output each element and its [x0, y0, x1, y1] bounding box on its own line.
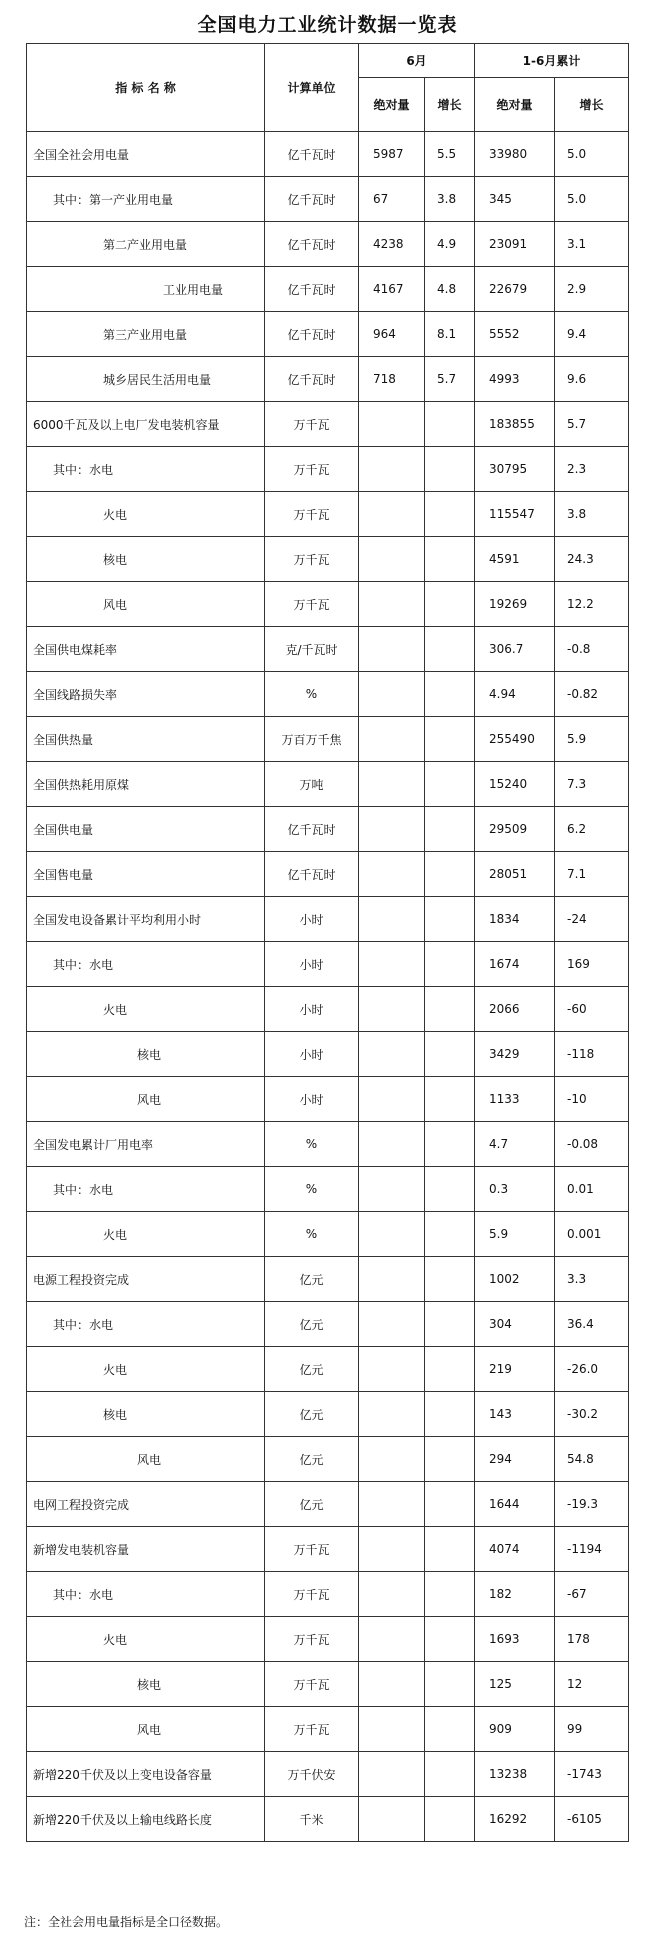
row-ytd-abs: 1644 — [475, 1482, 555, 1527]
row-ytd-abs: 4993 — [475, 357, 555, 402]
row-name: 其中：水电 — [27, 447, 265, 492]
row-name: 全国供电量 — [27, 807, 265, 852]
row-june-abs: 964 — [359, 312, 425, 357]
row-unit: 亿千瓦时 — [265, 177, 359, 222]
table-row — [27, 1617, 629, 1662]
row-name: 其中：水电 — [27, 1572, 265, 1617]
row-ytd-abs: 13238 — [475, 1752, 555, 1797]
row-name: 其中：第一产业用电量 — [27, 177, 265, 222]
table-row — [27, 1122, 629, 1167]
row-june-abs — [359, 1212, 425, 1257]
row-name: 第二产业用电量 — [27, 222, 265, 267]
row-ytd-growth: 12.2 — [555, 582, 629, 627]
table-row — [27, 357, 629, 402]
row-june-abs — [359, 1257, 425, 1302]
table-row — [27, 1482, 629, 1527]
row-unit: % — [265, 672, 359, 717]
row-ytd-abs: 19269 — [475, 582, 555, 627]
row-ytd-abs: 22679 — [475, 267, 555, 312]
row-ytd-growth: -0.82 — [555, 672, 629, 717]
row-unit: % — [265, 1212, 359, 1257]
row-unit: 万千瓦 — [265, 1527, 359, 1572]
row-june-abs — [359, 1437, 425, 1482]
row-ytd-abs: 29509 — [475, 807, 555, 852]
row-june-growth — [425, 1167, 475, 1212]
row-june-abs — [359, 1347, 425, 1392]
row-unit: 小时 — [265, 942, 359, 987]
row-june-growth — [425, 942, 475, 987]
row-june-growth — [425, 1257, 475, 1302]
row-ytd-growth: 24.3 — [555, 537, 629, 582]
row-ytd-growth: 3.3 — [555, 1257, 629, 1302]
row-june-growth: 4.9 — [425, 222, 475, 267]
row-ytd-growth: 5.0 — [555, 177, 629, 222]
table-row — [27, 1392, 629, 1437]
row-ytd-abs: 4591 — [475, 537, 555, 582]
row-june-abs — [359, 582, 425, 627]
row-name: 城乡居民生活用电量 — [27, 357, 265, 402]
row-june-growth — [425, 807, 475, 852]
row-june-abs — [359, 492, 425, 537]
row-name: 核电 — [27, 1032, 265, 1077]
row-ytd-abs: 115547 — [475, 492, 555, 537]
row-ytd-growth: 169 — [555, 942, 629, 987]
table-row — [27, 897, 629, 942]
row-unit: 小时 — [265, 987, 359, 1032]
row-ytd-abs: 30795 — [475, 447, 555, 492]
header-name: 指 标 名 称 — [27, 44, 265, 132]
row-june-abs — [359, 1392, 425, 1437]
row-june-growth — [425, 492, 475, 537]
row-june-abs — [359, 1752, 425, 1797]
header-ytd-abs: 绝对量 — [475, 78, 555, 132]
row-ytd-growth: 7.3 — [555, 762, 629, 807]
row-ytd-growth: 3.1 — [555, 222, 629, 267]
row-ytd-abs: 5.9 — [475, 1212, 555, 1257]
table-row — [27, 492, 629, 537]
row-ytd-growth: -0.08 — [555, 1122, 629, 1167]
row-ytd-abs: 219 — [475, 1347, 555, 1392]
row-name: 核电 — [27, 1662, 265, 1707]
row-unit: 亿千瓦时 — [265, 807, 359, 852]
row-june-growth: 5.7 — [425, 357, 475, 402]
table-row — [27, 627, 629, 672]
table-row — [27, 1257, 629, 1302]
row-june-growth: 8.1 — [425, 312, 475, 357]
row-name: 其中：水电 — [27, 942, 265, 987]
row-ytd-abs: 28051 — [475, 852, 555, 897]
row-name: 核电 — [27, 1392, 265, 1437]
row-june-growth — [425, 762, 475, 807]
row-ytd-abs: 345 — [475, 177, 555, 222]
table-row — [27, 717, 629, 762]
row-name: 火电 — [27, 492, 265, 537]
row-ytd-growth: -0.8 — [555, 627, 629, 672]
row-unit: 亿元 — [265, 1482, 359, 1527]
header-june-abs: 绝对量 — [359, 78, 425, 132]
table-row — [27, 942, 629, 987]
row-ytd-growth: 5.0 — [555, 132, 629, 177]
row-ytd-abs: 16292 — [475, 1797, 555, 1842]
row-name: 新增220千伏及以上变电设备容量 — [27, 1752, 265, 1797]
row-unit: 万千瓦 — [265, 537, 359, 582]
table-row — [27, 312, 629, 357]
row-name: 全国发电设备累计平均利用小时 — [27, 897, 265, 942]
row-ytd-abs: 255490 — [475, 717, 555, 762]
row-name: 全国售电量 — [27, 852, 265, 897]
row-unit: 亿千瓦时 — [265, 132, 359, 177]
row-june-growth — [425, 1752, 475, 1797]
row-ytd-growth: 99 — [555, 1707, 629, 1752]
row-june-abs — [359, 807, 425, 852]
row-ytd-growth: -19.3 — [555, 1482, 629, 1527]
row-ytd-abs: 1674 — [475, 942, 555, 987]
row-unit: 小时 — [265, 1077, 359, 1122]
row-june-growth: 4.8 — [425, 267, 475, 312]
row-ytd-growth: -67 — [555, 1572, 629, 1617]
row-unit: 万千瓦 — [265, 1617, 359, 1662]
row-june-abs — [359, 942, 425, 987]
row-unit: 亿千瓦时 — [265, 267, 359, 312]
row-name: 风电 — [27, 582, 265, 627]
table-row — [27, 987, 629, 1032]
row-name: 全国全社会用电量 — [27, 132, 265, 177]
row-june-growth — [425, 1302, 475, 1347]
row-june-growth — [425, 1212, 475, 1257]
row-unit: 亿元 — [265, 1257, 359, 1302]
row-name: 新增发电装机容量 — [27, 1527, 265, 1572]
table-row — [27, 1662, 629, 1707]
row-june-growth — [425, 402, 475, 447]
row-june-abs — [359, 1662, 425, 1707]
row-unit: 亿千瓦时 — [265, 222, 359, 267]
row-ytd-growth: 3.8 — [555, 492, 629, 537]
row-unit: 万千瓦 — [265, 492, 359, 537]
row-name: 火电 — [27, 1212, 265, 1257]
row-june-growth — [425, 627, 475, 672]
row-ytd-growth: -10 — [555, 1077, 629, 1122]
table-row — [27, 402, 629, 447]
row-ytd-abs: 306.7 — [475, 627, 555, 672]
row-unit: 万千瓦 — [265, 582, 359, 627]
row-ytd-growth: -60 — [555, 987, 629, 1032]
row-ytd-abs: 3429 — [475, 1032, 555, 1077]
row-ytd-abs: 5552 — [475, 312, 555, 357]
table-row — [27, 537, 629, 582]
table-row — [27, 132, 629, 177]
row-june-abs — [359, 1707, 425, 1752]
row-unit: 万千瓦 — [265, 1707, 359, 1752]
row-ytd-growth: 2.9 — [555, 267, 629, 312]
row-june-abs — [359, 1122, 425, 1167]
row-june-growth — [425, 987, 475, 1032]
table-row — [27, 222, 629, 267]
row-unit: 亿元 — [265, 1392, 359, 1437]
header-ytd: 1-6月累计 — [475, 44, 629, 78]
row-june-abs: 4167 — [359, 267, 425, 312]
row-name: 全国供热耗用原煤 — [27, 762, 265, 807]
row-june-abs: 718 — [359, 357, 425, 402]
row-name: 工业用电量 — [27, 267, 265, 312]
row-june-abs: 67 — [359, 177, 425, 222]
row-unit: 克/千瓦时 — [265, 627, 359, 672]
row-name: 其中：水电 — [27, 1302, 265, 1347]
row-ytd-growth: 5.9 — [555, 717, 629, 762]
row-june-abs — [359, 1077, 425, 1122]
row-unit: 亿千瓦时 — [265, 312, 359, 357]
row-ytd-abs: 0.3 — [475, 1167, 555, 1212]
row-unit: 万吨 — [265, 762, 359, 807]
page-title: 全国电力工业统计数据一览表 — [197, 14, 458, 36]
row-name: 火电 — [27, 1617, 265, 1662]
row-ytd-abs: 125 — [475, 1662, 555, 1707]
row-unit: 亿千瓦时 — [265, 357, 359, 402]
row-name: 全国供热量 — [27, 717, 265, 762]
header-june-growth: 增长 — [425, 78, 475, 132]
table-row — [27, 267, 629, 312]
row-ytd-abs: 33980 — [475, 132, 555, 177]
table-row — [27, 1797, 629, 1842]
row-name: 核电 — [27, 537, 265, 582]
row-name: 电源工程投资完成 — [27, 1257, 265, 1302]
table-row — [27, 1527, 629, 1572]
row-ytd-growth: -30.2 — [555, 1392, 629, 1437]
row-ytd-growth: 2.3 — [555, 447, 629, 492]
row-ytd-growth: 9.6 — [555, 357, 629, 402]
table-row — [27, 1437, 629, 1482]
row-ytd-growth: -1743 — [555, 1752, 629, 1797]
row-ytd-growth: 54.8 — [555, 1437, 629, 1482]
row-ytd-abs: 1693 — [475, 1617, 555, 1662]
row-ytd-abs: 4.7 — [475, 1122, 555, 1167]
row-name: 6000千瓦及以上电厂发电装机容量 — [27, 402, 265, 447]
header-unit: 计算单位 — [265, 44, 359, 132]
table-row — [27, 672, 629, 717]
table-row — [27, 1302, 629, 1347]
row-name: 第三产业用电量 — [27, 312, 265, 357]
row-name: 风电 — [27, 1707, 265, 1752]
row-unit: % — [265, 1167, 359, 1212]
row-ytd-abs: 23091 — [475, 222, 555, 267]
row-june-abs — [359, 762, 425, 807]
table-row — [27, 1212, 629, 1257]
row-june-growth: 3.8 — [425, 177, 475, 222]
row-ytd-abs: 182 — [475, 1572, 555, 1617]
row-ytd-growth: 6.2 — [555, 807, 629, 852]
row-ytd-abs: 1834 — [475, 897, 555, 942]
row-june-growth — [425, 897, 475, 942]
row-ytd-abs: 1133 — [475, 1077, 555, 1122]
row-name: 全国发电累计厂用电率 — [27, 1122, 265, 1167]
table-row — [27, 1572, 629, 1617]
row-unit: 万千瓦 — [265, 447, 359, 492]
row-june-abs — [359, 897, 425, 942]
statistics-table — [26, 43, 629, 1842]
row-unit: % — [265, 1122, 359, 1167]
table-row — [27, 1347, 629, 1392]
row-june-abs: 4238 — [359, 222, 425, 267]
row-ytd-abs: 4.94 — [475, 672, 555, 717]
row-june-growth — [425, 672, 475, 717]
row-june-growth — [425, 1707, 475, 1752]
table-row — [27, 762, 629, 807]
table-row — [27, 1707, 629, 1752]
row-unit: 万百万千焦 — [265, 717, 359, 762]
row-june-abs — [359, 1797, 425, 1842]
row-ytd-growth: 9.4 — [555, 312, 629, 357]
row-ytd-abs: 1002 — [475, 1257, 555, 1302]
row-june-abs — [359, 627, 425, 672]
row-june-growth — [425, 717, 475, 762]
row-unit: 万千瓦 — [265, 1662, 359, 1707]
row-unit: 万千伏安 — [265, 1752, 359, 1797]
row-ytd-abs: 294 — [475, 1437, 555, 1482]
row-ytd-abs: 909 — [475, 1707, 555, 1752]
row-ytd-growth: -24 — [555, 897, 629, 942]
row-name: 电网工程投资完成 — [27, 1482, 265, 1527]
row-june-growth — [425, 582, 475, 627]
row-june-abs — [359, 852, 425, 897]
table-row — [27, 1167, 629, 1212]
row-ytd-abs: 2066 — [475, 987, 555, 1032]
row-june-abs — [359, 1032, 425, 1077]
row-unit: 万千瓦 — [265, 402, 359, 447]
row-june-growth — [425, 1437, 475, 1482]
row-unit: 万千瓦 — [265, 1572, 359, 1617]
row-ytd-growth: 12 — [555, 1662, 629, 1707]
row-june-growth — [425, 1662, 475, 1707]
row-june-growth — [425, 1572, 475, 1617]
table-row — [27, 447, 629, 492]
row-unit: 亿元 — [265, 1437, 359, 1482]
table-row — [27, 852, 629, 897]
row-june-abs — [359, 672, 425, 717]
row-ytd-abs: 4074 — [475, 1527, 555, 1572]
row-june-growth — [425, 1122, 475, 1167]
row-ytd-growth: 7.1 — [555, 852, 629, 897]
row-ytd-growth: -1194 — [555, 1527, 629, 1572]
row-ytd-growth: -118 — [555, 1032, 629, 1077]
row-name: 其中：水电 — [27, 1167, 265, 1212]
row-june-abs — [359, 447, 425, 492]
row-june-growth — [425, 1392, 475, 1437]
row-june-growth — [425, 1032, 475, 1077]
header-ytd-growth: 增长 — [555, 78, 629, 132]
row-ytd-growth: 178 — [555, 1617, 629, 1662]
row-ytd-growth: 5.7 — [555, 402, 629, 447]
row-june-abs — [359, 1617, 425, 1662]
row-june-abs — [359, 717, 425, 762]
row-unit: 亿元 — [265, 1347, 359, 1392]
table-row — [27, 1752, 629, 1797]
table-row — [27, 582, 629, 627]
row-name: 全国线路损失率 — [27, 672, 265, 717]
row-june-growth — [425, 1527, 475, 1572]
row-june-abs — [359, 402, 425, 447]
row-name: 火电 — [27, 1347, 265, 1392]
row-june-growth — [425, 1617, 475, 1662]
row-ytd-growth: 0.001 — [555, 1212, 629, 1257]
row-june-growth — [425, 447, 475, 492]
row-unit: 亿元 — [265, 1302, 359, 1347]
row-ytd-growth: 0.01 — [555, 1167, 629, 1212]
row-june-abs — [359, 1572, 425, 1617]
row-ytd-abs: 183855 — [475, 402, 555, 447]
footnote: 注：全社会用电量指标是全口径数据。 — [24, 1915, 229, 1929]
row-ytd-abs: 304 — [475, 1302, 555, 1347]
table-row — [27, 807, 629, 852]
row-june-abs: 5987 — [359, 132, 425, 177]
header-june: 6月 — [359, 44, 475, 78]
row-name: 火电 — [27, 987, 265, 1032]
row-ytd-abs: 143 — [475, 1392, 555, 1437]
row-ytd-growth: -26.0 — [555, 1347, 629, 1392]
row-june-growth — [425, 1482, 475, 1527]
row-ytd-growth: 36.4 — [555, 1302, 629, 1347]
row-june-abs — [359, 1527, 425, 1572]
row-june-growth — [425, 852, 475, 897]
row-name: 新增220千伏及以上输电线路长度 — [27, 1797, 265, 1842]
row-june-growth — [425, 1797, 475, 1842]
row-june-abs — [359, 1482, 425, 1527]
row-unit: 小时 — [265, 897, 359, 942]
row-name: 风电 — [27, 1437, 265, 1482]
row-ytd-growth: -6105 — [555, 1797, 629, 1842]
row-june-abs — [359, 537, 425, 582]
row-unit: 小时 — [265, 1032, 359, 1077]
row-unit: 亿千瓦时 — [265, 852, 359, 897]
row-june-growth: 5.5 — [425, 132, 475, 177]
row-june-growth — [425, 1347, 475, 1392]
row-june-abs — [359, 987, 425, 1032]
row-name: 全国供电煤耗率 — [27, 627, 265, 672]
row-unit: 千米 — [265, 1797, 359, 1842]
row-ytd-abs: 15240 — [475, 762, 555, 807]
row-june-growth — [425, 537, 475, 582]
row-june-growth — [425, 1077, 475, 1122]
row-name: 风电 — [27, 1077, 265, 1122]
row-june-abs — [359, 1302, 425, 1347]
table-row — [27, 1032, 629, 1077]
row-june-abs — [359, 1167, 425, 1212]
table-row — [27, 177, 629, 222]
table-body — [27, 132, 629, 1842]
table-row — [27, 1077, 629, 1122]
